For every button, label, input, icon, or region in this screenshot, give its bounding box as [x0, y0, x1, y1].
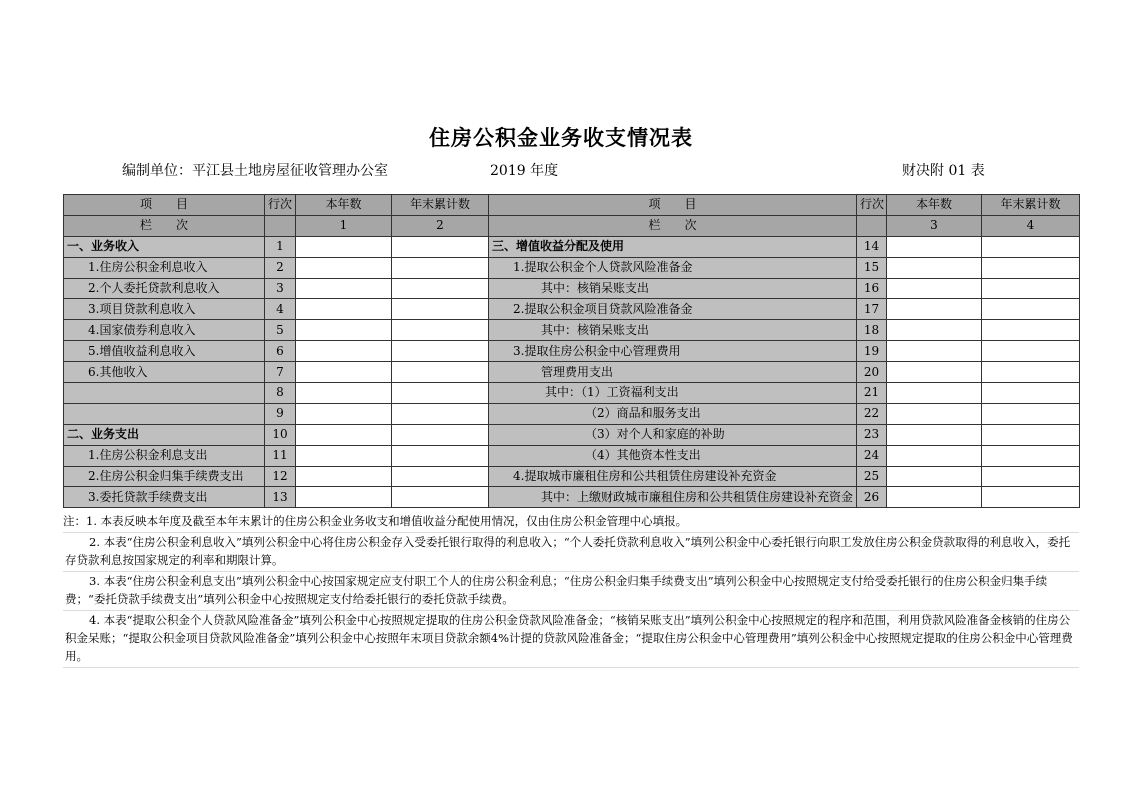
right-row-no: 14 — [857, 236, 887, 257]
left-item: 1.住房公积金利息支出 — [64, 445, 265, 466]
column-label-left: 栏 次 — [64, 215, 265, 236]
table-header-row — [64, 195, 1080, 216]
left-current-cell[interactable] — [296, 341, 392, 362]
right-item: 其中：（1）工资福利支出 — [489, 383, 857, 404]
right-item: 三、增值收益分配及使用 — [489, 236, 857, 257]
left-cumulative-cell[interactable] — [392, 341, 489, 362]
right-current-cell[interactable] — [887, 487, 982, 508]
note-2: 2. 本表“住房公积金利息收入”填列公积金中心将住房公积金存入受委托银行取得的利息收入；“个人委托贷款利息收入”填列公积金中心委托银行向职工发放住房公积金贷款取得的利息收入，委托存贷款利息按国家规定的利率和期限计算。 — [63, 533, 1079, 572]
right-cumulative-cell[interactable] — [982, 383, 1080, 404]
column-number-2: 2 — [392, 215, 489, 236]
right-item: （2）商品和服务支出 — [489, 403, 857, 424]
left-current-cell[interactable] — [296, 403, 392, 424]
left-cumulative-cell[interactable] — [392, 445, 489, 466]
left-item: 5.增值收益利息收入 — [64, 341, 265, 362]
left-cumulative-cell[interactable] — [392, 487, 489, 508]
left-cumulative-cell[interactable] — [392, 403, 489, 424]
header-current-year-right: 本年数 — [887, 195, 982, 216]
left-row-no: 5 — [265, 320, 296, 341]
income-expense-table — [63, 194, 1080, 508]
fiscal-year: 2019 年度 — [490, 163, 559, 179]
header-item-left: 项 目 — [64, 195, 265, 216]
left-item: 二、业务支出 — [64, 424, 265, 445]
right-item: 其中：上缴财政城市廉租住房和公共租赁住房建设补充资金 — [489, 487, 857, 508]
left-row-no: 2 — [265, 257, 296, 278]
left-item — [64, 383, 265, 404]
right-cumulative-cell[interactable] — [982, 341, 1080, 362]
right-item: 管理费用支出 — [489, 362, 857, 383]
right-current-cell[interactable] — [887, 257, 982, 278]
right-current-cell[interactable] — [887, 403, 982, 424]
column-blank-left — [265, 215, 296, 236]
right-current-cell[interactable] — [887, 236, 982, 257]
right-current-cell[interactable] — [887, 466, 982, 487]
left-cumulative-cell[interactable] — [392, 320, 489, 341]
right-cumulative-cell[interactable] — [982, 466, 1080, 487]
left-cumulative-cell[interactable] — [392, 257, 489, 278]
left-item: 4.国家债券利息收入 — [64, 320, 265, 341]
right-item: 2.提取公积金项目贷款风险准备金 — [489, 299, 857, 320]
left-row-no: 9 — [265, 403, 296, 424]
column-number-4: 4 — [982, 215, 1080, 236]
right-row-no: 19 — [857, 341, 887, 362]
notes-section — [63, 512, 1079, 668]
left-row-no: 6 — [265, 341, 296, 362]
right-row-no: 23 — [857, 424, 887, 445]
table-row — [64, 466, 1080, 487]
left-item: 2.住房公积金归集手续费支出 — [64, 466, 265, 487]
header-row-no-left: 行次 — [265, 195, 296, 216]
column-label-right: 栏 次 — [489, 215, 857, 236]
right-row-no: 22 — [857, 403, 887, 424]
column-number-3: 3 — [887, 215, 982, 236]
left-row-no: 3 — [265, 278, 296, 299]
left-current-cell[interactable] — [296, 487, 392, 508]
left-row-no: 1 — [265, 236, 296, 257]
right-item: 其中：核销呆账支出 — [489, 320, 857, 341]
left-row-no: 8 — [265, 383, 296, 404]
table-row — [64, 362, 1080, 383]
left-current-cell[interactable] — [296, 278, 392, 299]
right-cumulative-cell[interactable] — [982, 445, 1080, 466]
left-current-cell[interactable] — [296, 299, 392, 320]
right-row-no: 18 — [857, 320, 887, 341]
left-current-cell[interactable] — [296, 236, 392, 257]
right-cumulative-cell[interactable] — [982, 257, 1080, 278]
right-cumulative-cell[interactable] — [982, 362, 1080, 383]
left-cumulative-cell[interactable] — [392, 278, 489, 299]
right-row-no: 25 — [857, 466, 887, 487]
right-cumulative-cell[interactable] — [982, 403, 1080, 424]
left-item: 3.项目贷款利息收入 — [64, 299, 265, 320]
table-row — [64, 487, 1080, 508]
right-item: 4.提取城市廉租住房和公共租赁住房建设补充资金 — [489, 466, 857, 487]
left-item: 1.住房公积金利息收入 — [64, 257, 265, 278]
note-4: 4. 本表“提取公积金个人贷款风险准备金”填列公积金中心按照规定提取的住房公积金贷款风险准备金；“核销呆账支出”填列公积金中心按照规定的程序和范围，利用贷款风险准备金核销的住房公积金呆账；“提取公积金项目贷款风险准备金”填列公积金中心按照年末项目贷款余额4%计提的贷款风险准备金；“提取住房公积金中心管理费用”填列公积金中心按照规定提取的住房公积金中心管理费用。 — [63, 611, 1079, 668]
compiling-unit: 编制单位：平江县土地房屋征收管理办公室 — [122, 163, 388, 179]
table-row — [64, 403, 1080, 424]
right-row-no: 15 — [857, 257, 887, 278]
header-current-year-left: 本年数 — [296, 195, 392, 216]
right-current-cell[interactable] — [887, 299, 982, 320]
right-current-cell[interactable] — [887, 341, 982, 362]
table-row — [64, 424, 1080, 445]
right-current-cell[interactable] — [887, 445, 982, 466]
table-row — [64, 445, 1080, 466]
left-cumulative-cell[interactable] — [392, 362, 489, 383]
header-item-right: 项 目 — [489, 195, 857, 216]
left-cumulative-cell[interactable] — [392, 236, 489, 257]
left-item: 一、业务收入 — [64, 236, 265, 257]
column-blank-right — [857, 215, 887, 236]
table-row — [64, 299, 1080, 320]
left-item: 3.委托贷款手续费支出 — [64, 487, 265, 508]
note-1: 注：1. 本表反映本年度及截至本年末累计的住房公积金业务收支和增值收益分配使用情况，仅由住房公积金管理中心填报。 — [63, 512, 1079, 533]
form-number: 财决附 01 表 — [902, 163, 985, 179]
left-current-cell[interactable] — [296, 320, 392, 341]
left-row-no: 4 — [265, 299, 296, 320]
left-cumulative-cell[interactable] — [392, 299, 489, 320]
left-current-cell[interactable] — [296, 466, 392, 487]
left-cumulative-cell[interactable] — [392, 383, 489, 404]
right-cumulative-cell[interactable] — [982, 487, 1080, 508]
left-row-no: 11 — [265, 445, 296, 466]
column-number-1: 1 — [296, 215, 392, 236]
report-title: 住房公积金业务收支情况表 — [429, 125, 693, 150]
right-current-cell[interactable] — [887, 320, 982, 341]
left-row-no: 10 — [265, 424, 296, 445]
table-row — [64, 383, 1080, 404]
left-item — [64, 403, 265, 424]
left-cumulative-cell[interactable] — [392, 466, 489, 487]
header-cumulative-left: 年末累计数 — [392, 195, 489, 216]
left-current-cell[interactable] — [296, 257, 392, 278]
right-item: 其中：核销呆账支出 — [489, 278, 857, 299]
table-row — [64, 320, 1080, 341]
left-item: 2.个人委托贷款利息收入 — [64, 278, 265, 299]
table-row — [64, 278, 1080, 299]
left-item: 6.其他收入 — [64, 362, 265, 383]
right-cumulative-cell[interactable] — [982, 299, 1080, 320]
right-current-cell[interactable] — [887, 362, 982, 383]
right-row-no: 26 — [857, 487, 887, 508]
right-cumulative-cell[interactable] — [982, 424, 1080, 445]
left-current-cell[interactable] — [296, 424, 392, 445]
right-row-no: 24 — [857, 445, 887, 466]
right-row-no: 16 — [857, 278, 887, 299]
header-row-no-right: 行次 — [857, 195, 887, 216]
right-current-cell[interactable] — [887, 424, 982, 445]
left-current-cell[interactable] — [296, 383, 392, 404]
left-current-cell[interactable] — [296, 362, 392, 383]
right-row-no: 21 — [857, 383, 887, 404]
table-row — [64, 236, 1080, 257]
right-row-no: 17 — [857, 299, 887, 320]
right-current-cell[interactable] — [887, 383, 982, 404]
left-row-no: 7 — [265, 362, 296, 383]
right-item: （3）对个人和家庭的补助 — [489, 424, 857, 445]
table-row — [64, 341, 1080, 362]
right-cumulative-cell[interactable] — [982, 236, 1080, 257]
left-row-no: 13 — [265, 487, 296, 508]
table-row — [64, 257, 1080, 278]
right-cumulative-cell[interactable] — [982, 278, 1080, 299]
right-cumulative-cell[interactable] — [982, 320, 1080, 341]
right-row-no: 20 — [857, 362, 887, 383]
note-3: 3. 本表“住房公积金利息支出”填列公积金中心按国家规定应支付职工个人的住房公积金利息；“住房公积金归集手续费支出”填列公积金中心按照规定支付给受委托银行的住房公积金归集手续费；“委托贷款手续费支出”填列公积金中心按照规定支付给委托银行的委托贷款手续费。 — [63, 572, 1079, 611]
right-item: 3.提取住房公积金中心管理费用 — [489, 341, 857, 362]
left-cumulative-cell[interactable] — [392, 424, 489, 445]
right-current-cell[interactable] — [887, 278, 982, 299]
left-row-no: 12 — [265, 466, 296, 487]
left-current-cell[interactable] — [296, 445, 392, 466]
column-number-row — [64, 215, 1080, 236]
right-item: （4）其他资本性支出 — [489, 445, 857, 466]
header-cumulative-right: 年末累计数 — [982, 195, 1080, 216]
right-item: 1.提取公积金个人贷款风险准备金 — [489, 257, 857, 278]
